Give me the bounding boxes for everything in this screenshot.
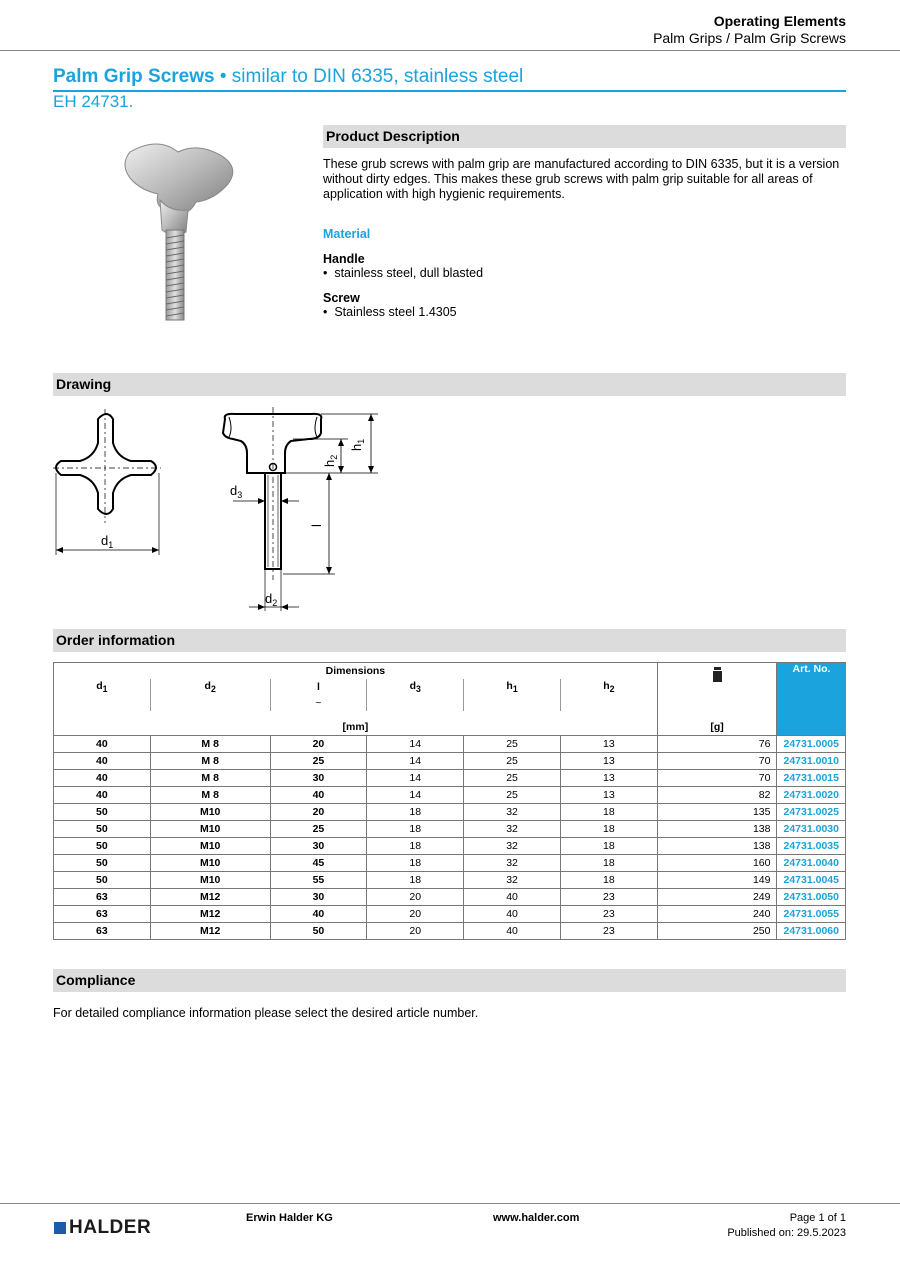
title-suffix: similar to DIN 6335, stainless steel (231, 66, 524, 87)
table-cell: 23 (560, 889, 657, 906)
table-row (54, 736, 846, 753)
label-l: l (309, 524, 324, 527)
weight-column (657, 663, 777, 720)
table-cell: 70 (657, 770, 777, 787)
footer-divider (0, 1203, 900, 1204)
table-cell: 23 (560, 923, 657, 940)
table-cell: 25 (270, 753, 367, 770)
handle-label: Handle (323, 252, 365, 266)
table-cell: 32 (464, 838, 561, 855)
title-rule (53, 90, 846, 92)
table-cell: 30 (270, 838, 367, 855)
footer-website[interactable]: www.halder.com (493, 1212, 580, 1224)
article-number-link[interactable]: 24731.0005 (777, 736, 846, 753)
article-number-link[interactable]: 24731.0015 (777, 770, 846, 787)
table-cell: 20 (270, 804, 367, 821)
table-cell: 20 (367, 906, 464, 923)
table-cell: 25 (464, 753, 561, 770)
product-photo (118, 138, 248, 326)
table-cell: 30 (270, 889, 367, 906)
header-subcategory: Palm Grips / Palm Grip Screws (653, 30, 846, 46)
title-separator: • (219, 66, 227, 87)
table-cell: 18 (367, 872, 464, 889)
compliance-heading: Compliance (53, 969, 846, 992)
table-cell: 18 (367, 838, 464, 855)
table-row (54, 889, 846, 906)
product-description-text: These grub screws with palm grip are manufactured according to DIN 6335, but it is a version without dirty edges. This makes these grub screws with palm grip suitable for all areas of application with high hygienic requirements. (323, 157, 840, 201)
article-number-link[interactable]: 24731.0055 (777, 906, 846, 923)
technical-drawing (53, 405, 383, 615)
table-cell: M10 (150, 838, 270, 855)
table-row (54, 804, 846, 821)
table-cell: 40 (270, 787, 367, 804)
compliance-text: For detailed compliance information please select the desired article number. (53, 1006, 479, 1020)
table-cell: 240 (657, 906, 777, 923)
handle-material: • stainless steel, dull blasted (323, 266, 484, 280)
product-code: EH 24731. (53, 92, 134, 111)
tilde-mark: ~ (270, 695, 367, 711)
table-cell: 32 (464, 804, 561, 821)
article-number-link[interactable]: 24731.0035 (777, 838, 846, 855)
table-cell: M10 (150, 821, 270, 838)
title-main: Palm Grip Screws (53, 66, 215, 87)
table-row (54, 787, 846, 804)
col-l: l (270, 679, 367, 695)
table-cell: M 8 (150, 770, 270, 787)
table-cell: M12 (150, 906, 270, 923)
table-cell: 25 (270, 821, 367, 838)
table-cell: 50 (54, 872, 151, 889)
label-d2: $d_2$ (265, 591, 278, 608)
table-cell: 40 (54, 736, 151, 753)
table-row (54, 923, 846, 940)
col-d2: $d_2$ (150, 679, 270, 695)
handle-material-value: stainless steel, dull blasted (334, 266, 484, 280)
table-cell: 18 (560, 872, 657, 889)
table-cell: 249 (657, 889, 777, 906)
dimensions-label: Dimensions (54, 663, 658, 680)
art-no-header: Art. No. (777, 663, 846, 736)
table-cell: 40 (270, 906, 367, 923)
table-row (54, 770, 846, 787)
table-cell: 70 (657, 753, 777, 770)
label-h2: $h_2$ (322, 454, 339, 467)
product-description-heading: Product Description (323, 125, 846, 148)
table-row (54, 855, 846, 872)
table-cell: 20 (270, 736, 367, 753)
table-row (54, 872, 846, 889)
table-cell: 135 (657, 804, 777, 821)
order-information-heading: Order information (53, 629, 846, 652)
table-cell: M10 (150, 804, 270, 821)
footer-page-number: Page 1 of 1 (789, 1212, 846, 1224)
header-divider (0, 50, 900, 51)
table-cell: 23 (560, 906, 657, 923)
table-cell: 14 (367, 736, 464, 753)
table-cell: 20 (367, 923, 464, 940)
table-cell: M 8 (150, 787, 270, 804)
table-cell: 32 (464, 821, 561, 838)
table-cell: 25 (464, 736, 561, 753)
table-cell: 18 (560, 855, 657, 872)
table-cell: 13 (560, 787, 657, 804)
table-cell: 55 (270, 872, 367, 889)
table-cell: 18 (367, 821, 464, 838)
unit-mm: [mm] (54, 719, 658, 736)
table-cell: M10 (150, 855, 270, 872)
label-d1: $d_1$ (101, 533, 114, 550)
table-cell: 13 (560, 736, 657, 753)
table-cell: 14 (367, 770, 464, 787)
table-cell: 40 (54, 753, 151, 770)
col-h2: $h_2$ (560, 679, 657, 695)
table-cell: 18 (367, 804, 464, 821)
table-cell: 20 (367, 889, 464, 906)
article-number-link[interactable]: 24731.0030 (777, 821, 846, 838)
table-cell: 50 (54, 855, 151, 872)
footer-company: Erwin Halder KG (246, 1212, 333, 1224)
halder-logo: HALDER (54, 1217, 151, 1239)
table-cell: 40 (54, 770, 151, 787)
table-cell: 63 (54, 906, 151, 923)
table-cell: 40 (464, 906, 561, 923)
footer-published-date: Published on: 29.5.2023 (727, 1227, 846, 1239)
label-h1: $h_1$ (349, 438, 366, 451)
table-row (54, 821, 846, 838)
screw-material: • Stainless steel 1.4305 (323, 305, 457, 319)
screw-material-value: Stainless steel 1.4305 (334, 305, 457, 319)
article-number-link[interactable]: 24731.0010 (777, 753, 846, 770)
table-cell: 18 (367, 855, 464, 872)
table-cell: 25 (464, 770, 561, 787)
table-cell: M 8 (150, 753, 270, 770)
article-number-link[interactable]: 24731.0060 (777, 923, 846, 940)
table-cell: 14 (367, 787, 464, 804)
article-number-link[interactable]: 24731.0045 (777, 872, 846, 889)
table-cell: M 8 (150, 736, 270, 753)
weight-icon (711, 667, 723, 683)
table-cell: 45 (270, 855, 367, 872)
table-cell: M10 (150, 872, 270, 889)
table-cell: 30 (270, 770, 367, 787)
table-cell: 13 (560, 770, 657, 787)
article-number-link[interactable]: 24731.0020 (777, 787, 846, 804)
table-cell: 18 (560, 804, 657, 821)
col-d1: $d_1$ (54, 679, 151, 695)
header-category: Operating Elements (713, 13, 846, 29)
col-d3: $d_3$ (367, 679, 464, 695)
table-cell: 25 (464, 787, 561, 804)
table-cell: 160 (657, 855, 777, 872)
table-cell: 76 (657, 736, 777, 753)
table-cell: 63 (54, 889, 151, 906)
table-cell: 40 (464, 923, 561, 940)
article-number-link[interactable]: 24731.0050 (777, 889, 846, 906)
article-number-link[interactable]: 24731.0025 (777, 804, 846, 821)
screw-label: Screw (323, 291, 360, 305)
article-number-link[interactable]: 24731.0040 (777, 855, 846, 872)
page-title (53, 66, 523, 88)
table-cell: 40 (464, 889, 561, 906)
table-cell: 50 (54, 804, 151, 821)
table-row (54, 906, 846, 923)
table-cell: 18 (560, 838, 657, 855)
table-cell: 50 (54, 838, 151, 855)
order-table (53, 662, 846, 940)
table-cell: 63 (54, 923, 151, 940)
table-cell: 82 (657, 787, 777, 804)
logo-mark-icon (54, 1222, 66, 1234)
table-cell: 14 (367, 753, 464, 770)
table-cell: 13 (560, 753, 657, 770)
material-heading: Material (323, 227, 371, 241)
table-cell: 50 (270, 923, 367, 940)
table-cell: 149 (657, 872, 777, 889)
table-cell: M12 (150, 923, 270, 940)
table-cell: 40 (54, 787, 151, 804)
table-cell: 32 (464, 872, 561, 889)
table-row (54, 753, 846, 770)
label-d3: $d_3$ (230, 483, 243, 500)
table-cell: 138 (657, 838, 777, 855)
table-row (54, 838, 846, 855)
table-cell: M12 (150, 889, 270, 906)
drawing-heading: Drawing (53, 373, 846, 396)
table-cell: 250 (657, 923, 777, 940)
table-cell: 138 (657, 821, 777, 838)
unit-g: [g] (657, 719, 777, 736)
table-cell: 18 (560, 821, 657, 838)
table-cell: 32 (464, 855, 561, 872)
col-h1: $h_1$ (464, 679, 561, 695)
table-cell: 50 (54, 821, 151, 838)
